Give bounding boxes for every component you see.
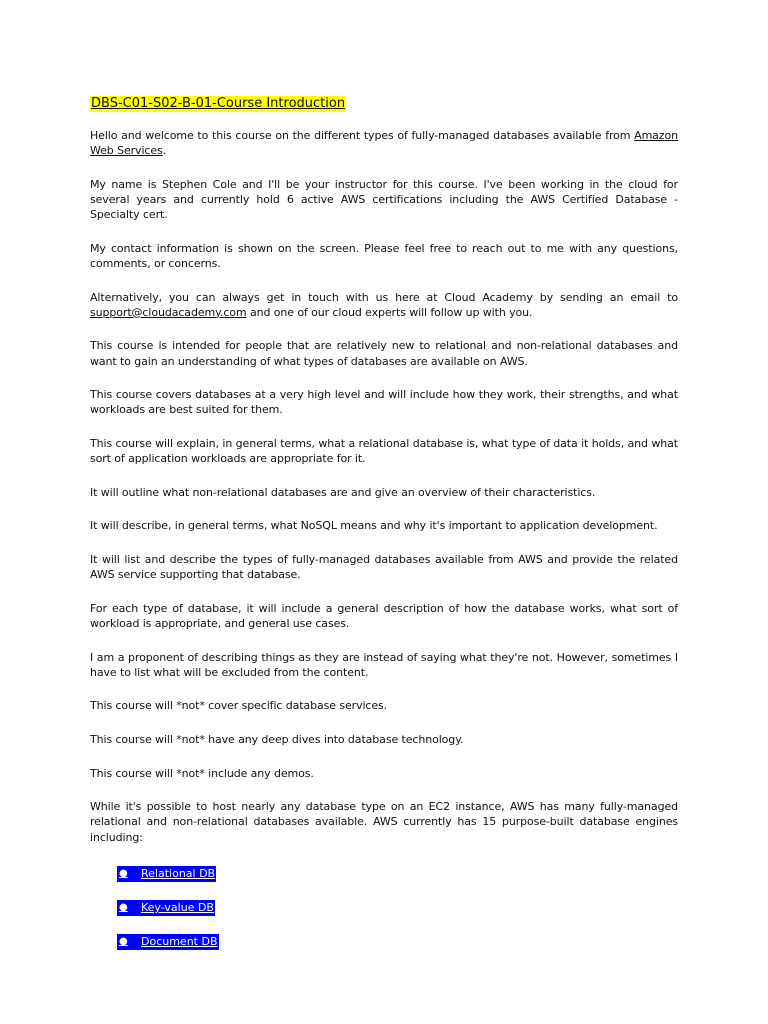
paragraph-welcome-end: .	[162, 144, 167, 158]
paragraph-nonrelational: It will outline what non-relational databases are and give an overview of their characteristics.	[90, 485, 596, 499]
paragraph-not-services: This course will *not* cover specific database services.	[90, 699, 388, 713]
support-email-link[interactable]: support@cloudacademy.com	[90, 305, 247, 319]
paragraph-not-deep-dives: This course will *not* have any deep dives into database technology.	[90, 732, 464, 746]
paragraph-audience: This course is intended for people that are relatively new to relational and non-relational databases and want to gain an understanding of what types of databases are available on AWS.	[90, 339, 678, 368]
paragraph-coverage: This course covers databases at a very high level and will include how they work, their strengths, and what workloads are best suited for them.	[90, 388, 678, 417]
paragraph-db-types: For each type of database, it will include a general description of how the database works, what sort of workload is appropriate, and general use cases.	[90, 601, 678, 630]
paragraph-managed-dbs: It will list and describe the types of fully-managed databases available from AWS and provide the related AWS service supporting that database.	[90, 552, 678, 582]
paragraph-nosql: It will describe, in general terms, what NoSQL means and why it's important to application development.	[90, 519, 658, 533]
paragraph-welcome	[90, 128, 678, 158]
paragraph-contact: My contact information is shown on the screen. Please feel free to reach out to me with any questions, comments, or concerns.	[90, 241, 678, 270]
paragraph-exclusions: I am a proponent of describing things as they are instead of saying what they're not. However, sometimes I have to list what will be excluded from the content.	[90, 650, 678, 679]
paragraph-instructor: My name is Stephen Cole and I'll be your instructor for this course. I've been working in the cloud for several years and currently hold 6 active AWS certifications including the AWS Certified Database - Specialty cert.	[90, 177, 678, 222]
bullet-label: Key-value DB	[141, 901, 214, 915]
document-db-link[interactable]	[117, 934, 219, 950]
bullet-label: Document DB	[141, 935, 218, 949]
bullet-icon: ●	[119, 868, 128, 880]
paragraph-support-end: and one of our cloud experts will follow up with you.	[246, 305, 533, 319]
key-value-db-link[interactable]	[117, 900, 215, 916]
paragraph-relational: This course will explain, in general terms, what a relational database is, what type of data it holds, and what sort of application workloads are appropriate for it.	[90, 436, 678, 466]
list-item	[117, 931, 678, 947]
bullet-label: Relational DB	[141, 867, 216, 881]
list-item	[117, 897, 678, 913]
relational-db-link[interactable]	[117, 866, 216, 882]
bullet-icon: ●	[119, 936, 128, 948]
bullet-icon: ●	[119, 902, 128, 914]
amazon-web-services-link[interactable]: Amazon Web Services	[90, 129, 678, 158]
database-types-list	[117, 863, 678, 947]
paragraph-support-text: Alternatively, you can always get in touch with us here at Cloud Academy by sending an email to	[90, 290, 678, 304]
paragraph-welcome-text: Hello and welcome to this course on the different types of fully-managed databases available from	[90, 129, 635, 142]
document-title: DBS-C01-S02-B-01-Course Introduction	[91, 96, 346, 111]
paragraph-engines: While it's possible to host nearly any database type on an EC2 instance, AWS has many fully-managed relational and non-relational databases available. AWS currently has 15 purpose-built database engines including:	[90, 800, 678, 844]
list-item	[117, 863, 678, 879]
paragraph-support	[90, 290, 678, 320]
paragraph-not-demos: This course will *not* include any demos.	[90, 766, 314, 780]
